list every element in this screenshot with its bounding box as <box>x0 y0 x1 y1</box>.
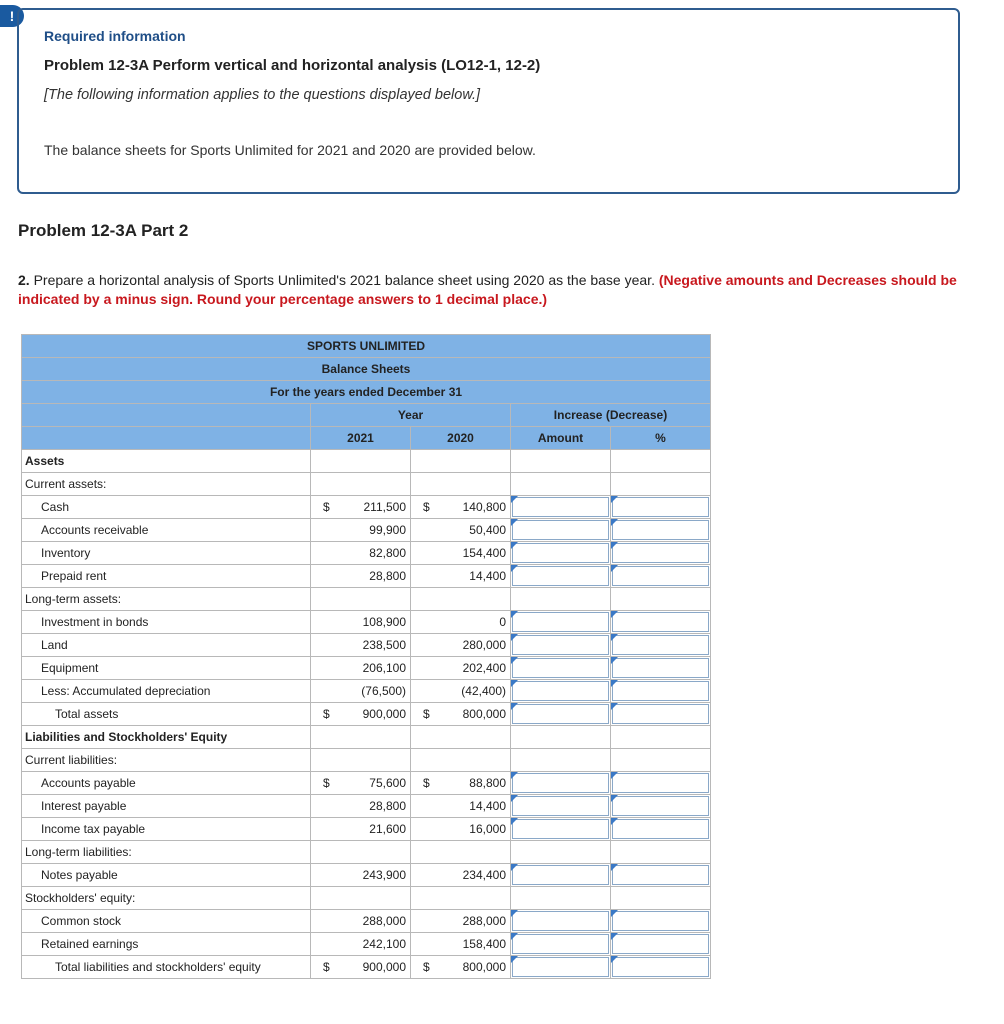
row-label: Interest payable <box>22 795 311 818</box>
percent-input[interactable] <box>612 819 709 839</box>
increase-amount-cell <box>511 496 611 519</box>
row-label: Assets <box>22 450 311 473</box>
value-2021 <box>311 473 411 496</box>
amount-value: 14,400 <box>469 569 506 583</box>
amount-value: 242,100 <box>362 937 406 951</box>
value-2020 <box>411 956 511 979</box>
value-2020 <box>411 496 511 519</box>
value-2020 <box>411 542 511 565</box>
percent-input[interactable] <box>612 566 709 586</box>
value-2020 <box>411 887 511 910</box>
amount-value: 280,000 <box>462 638 506 652</box>
amount-value: 21,600 <box>369 822 406 836</box>
amount-value: 82,800 <box>369 546 406 560</box>
percent-input[interactable] <box>612 543 709 563</box>
amount-value: 288,000 <box>362 914 406 928</box>
row-label: Accounts payable <box>22 772 311 795</box>
percent-input[interactable] <box>612 658 709 678</box>
percent-input[interactable] <box>612 911 709 931</box>
row-label: Total assets <box>22 703 311 726</box>
amount-value: 211,500 <box>363 500 406 514</box>
value-2021 <box>311 956 411 979</box>
input-flag-icon <box>611 657 618 664</box>
percent-input[interactable] <box>612 681 709 701</box>
input-flag-icon <box>511 818 518 825</box>
value-2021 <box>311 588 411 611</box>
increase-amount-cell <box>511 726 611 749</box>
value-2021 <box>311 496 411 519</box>
increase-percent-cell <box>611 473 711 496</box>
percent-input[interactable] <box>612 773 709 793</box>
col-amount-header: Amount <box>511 427 611 450</box>
increase-amount-cell <box>511 588 611 611</box>
amount-value: 158,400 <box>462 937 506 951</box>
input-flag-icon <box>511 634 518 641</box>
value-2020 <box>411 910 511 933</box>
increase-percent-cell <box>611 749 711 772</box>
row-label: Retained earnings <box>22 933 311 956</box>
increase-amount-cell <box>511 519 611 542</box>
increase-percent-cell <box>611 565 711 588</box>
value-2020 <box>411 473 511 496</box>
amount-value: 16,000 <box>469 822 506 836</box>
table-row <box>22 749 711 772</box>
input-flag-icon <box>511 519 518 526</box>
dollar-sign: $ <box>423 500 430 514</box>
value-2021 <box>311 565 411 588</box>
percent-input[interactable] <box>612 704 709 724</box>
increase-amount-cell <box>511 795 611 818</box>
increase-percent-cell <box>611 680 711 703</box>
increase-percent-cell <box>611 496 711 519</box>
table-row <box>22 726 711 749</box>
amount-input[interactable] <box>512 911 609 931</box>
input-flag-icon <box>611 703 618 710</box>
increase-percent-cell <box>611 726 711 749</box>
input-flag-icon <box>611 864 618 871</box>
dollar-sign: $ <box>323 707 330 721</box>
amount-value: 238,500 <box>362 638 406 652</box>
input-flag-icon <box>511 496 518 503</box>
percent-input[interactable] <box>612 497 709 517</box>
value-2021 <box>311 611 411 634</box>
row-label: Long-term liabilities: <box>22 841 311 864</box>
table-row <box>22 634 711 657</box>
value-2021 <box>311 864 411 887</box>
amount-value: 243,900 <box>362 868 406 882</box>
col-percent-header: % <box>611 427 711 450</box>
dollar-sign: $ <box>423 960 430 974</box>
increase-amount-cell <box>511 542 611 565</box>
table-row <box>22 933 711 956</box>
value-2021 <box>311 634 411 657</box>
dollar-sign: $ <box>423 707 430 721</box>
dollar-sign: $ <box>323 776 330 790</box>
increase-amount-cell <box>511 910 611 933</box>
value-2020 <box>411 772 511 795</box>
value-2021 <box>311 542 411 565</box>
input-flag-icon <box>511 657 518 664</box>
amount-value: 154,400 <box>462 546 506 560</box>
value-2020 <box>411 611 511 634</box>
amount-value: 140,800 <box>462 500 506 514</box>
value-2020 <box>411 818 511 841</box>
input-flag-icon <box>611 795 618 802</box>
increase-percent-cell <box>611 634 711 657</box>
percent-input[interactable] <box>612 957 709 977</box>
row-label: Accounts receivable <box>22 519 311 542</box>
row-label: Current assets: <box>22 473 311 496</box>
amount-input[interactable] <box>512 957 609 977</box>
company-name: SPORTS UNLIMITED <box>22 335 711 358</box>
header-blank <box>22 404 311 427</box>
value-2021 <box>311 795 411 818</box>
input-flag-icon <box>611 910 618 917</box>
increase-percent-cell <box>611 864 711 887</box>
value-2021 <box>311 818 411 841</box>
increase-percent-cell <box>611 703 711 726</box>
amount-value: 202,400 <box>462 661 506 675</box>
percent-input[interactable] <box>612 520 709 540</box>
amount-input[interactable] <box>512 543 609 563</box>
input-flag-icon <box>611 772 618 779</box>
value-2020 <box>411 450 511 473</box>
input-flag-icon <box>511 680 518 687</box>
increase-percent-cell <box>611 657 711 680</box>
value-2021 <box>311 841 411 864</box>
percent-input[interactable] <box>612 612 709 632</box>
increase-amount-cell <box>511 887 611 910</box>
table-row <box>22 473 711 496</box>
amount-value: 900,000 <box>362 707 406 721</box>
table-row <box>22 841 711 864</box>
row-label: Stockholders' equity: <box>22 887 311 910</box>
table-row <box>22 703 711 726</box>
increase-amount-cell <box>511 749 611 772</box>
header-blank <box>22 427 311 450</box>
amount-value: 800,000 <box>462 707 506 721</box>
row-label: Liabilities and Stockholders' Equity <box>22 726 311 749</box>
value-2020 <box>411 588 511 611</box>
input-flag-icon <box>511 611 518 618</box>
increase-amount-cell <box>511 565 611 588</box>
amount-input[interactable] <box>512 819 609 839</box>
amount-input[interactable] <box>512 681 609 701</box>
part-title: Problem 12-3A Part 2 <box>18 221 189 240</box>
value-2020 <box>411 680 511 703</box>
increase-amount-cell <box>511 634 611 657</box>
row-label: Income tax payable <box>22 818 311 841</box>
amount-value: 800,000 <box>462 960 506 974</box>
amount-value: 900,000 <box>362 960 406 974</box>
increase-amount-cell <box>511 703 611 726</box>
increase-percent-cell <box>611 611 711 634</box>
amount-input[interactable] <box>512 658 609 678</box>
amount-input[interactable] <box>512 796 609 816</box>
table-row <box>22 519 711 542</box>
input-flag-icon <box>611 818 618 825</box>
increase-percent-cell <box>611 956 711 979</box>
table-row <box>22 588 711 611</box>
statement-period: For the years ended December 31 <box>22 381 711 404</box>
value-2021 <box>311 680 411 703</box>
amount-input[interactable] <box>512 566 609 586</box>
input-flag-icon <box>611 956 618 963</box>
row-label: Current liabilities: <box>22 749 311 772</box>
table-row <box>22 818 711 841</box>
increase-amount-cell <box>511 864 611 887</box>
increase-percent-cell <box>611 772 711 795</box>
amount-value: 108,900 <box>362 615 406 629</box>
increase-amount-cell <box>511 772 611 795</box>
percent-input[interactable] <box>612 796 709 816</box>
input-flag-icon <box>611 542 618 549</box>
increase-amount-cell <box>511 841 611 864</box>
problem-title: Problem 12-3A Perform vertical and horizontal analysis (LO12-1, 12-2) <box>44 57 541 74</box>
input-flag-icon <box>611 519 618 526</box>
instruction-number: 2. <box>18 272 30 288</box>
table-row <box>22 565 711 588</box>
table-row <box>22 864 711 887</box>
value-2020 <box>411 726 511 749</box>
amount-value: 50,400 <box>469 523 506 537</box>
percent-input[interactable] <box>612 865 709 885</box>
amount-input[interactable] <box>512 497 609 517</box>
instruction-text: Prepare a horizontal analysis of Sports Unlimited's 2021 balance sheet using 2020 as the base year. <box>29 272 659 288</box>
table-row <box>22 956 711 979</box>
value-2021 <box>311 726 411 749</box>
value-2021 <box>311 519 411 542</box>
row-label: Inventory <box>22 542 311 565</box>
instructions <box>18 271 978 309</box>
amount-input[interactable] <box>512 773 609 793</box>
percent-input[interactable] <box>612 635 709 655</box>
amount-value: 28,800 <box>369 799 406 813</box>
value-2020 <box>411 519 511 542</box>
row-label: Notes payable <box>22 864 311 887</box>
increase-amount-cell <box>511 611 611 634</box>
amount-input[interactable] <box>512 704 609 724</box>
input-flag-icon <box>511 910 518 917</box>
increase-amount-cell <box>511 818 611 841</box>
amount-input[interactable] <box>512 635 609 655</box>
value-2020 <box>411 795 511 818</box>
input-flag-icon <box>511 933 518 940</box>
row-label: Land <box>22 634 311 657</box>
col-2020-header: 2020 <box>411 427 511 450</box>
input-flag-icon <box>511 542 518 549</box>
amount-value: (42,400) <box>461 684 506 698</box>
input-flag-icon <box>611 611 618 618</box>
input-flag-icon <box>611 496 618 503</box>
increase-percent-cell <box>611 795 711 818</box>
input-flag-icon <box>511 795 518 802</box>
value-2021 <box>311 772 411 795</box>
increase-percent-cell <box>611 519 711 542</box>
dollar-sign: $ <box>323 960 330 974</box>
increase-amount-cell <box>511 933 611 956</box>
value-2021 <box>311 887 411 910</box>
amount-value: 28,800 <box>369 569 406 583</box>
value-2021 <box>311 749 411 772</box>
value-2021 <box>311 910 411 933</box>
amount-value: 206,100 <box>362 661 406 675</box>
table-row <box>22 910 711 933</box>
input-flag-icon <box>511 703 518 710</box>
problem-description: The balance sheets for Sports Unlimited for 2021 and 2020 are provided below. <box>44 142 536 158</box>
increase-decrease-header: Increase (Decrease) <box>511 404 711 427</box>
increase-percent-cell <box>611 542 711 565</box>
table-row <box>22 611 711 634</box>
value-2020 <box>411 864 511 887</box>
amount-value: 0 <box>499 615 506 629</box>
value-2020 <box>411 565 511 588</box>
value-2021 <box>311 657 411 680</box>
amount-input[interactable] <box>512 865 609 885</box>
amount-value: (76,500) <box>361 684 406 698</box>
value-2021 <box>311 933 411 956</box>
amount-value: 88,800 <box>469 776 506 790</box>
table-row <box>22 680 711 703</box>
col-2021-header: 2021 <box>311 427 411 450</box>
table-row <box>22 450 711 473</box>
percent-input[interactable] <box>612 934 709 954</box>
table-row <box>22 795 711 818</box>
input-flag-icon <box>611 634 618 641</box>
amount-value: 75,600 <box>369 776 406 790</box>
increase-amount-cell <box>511 657 611 680</box>
input-flag-icon <box>611 680 618 687</box>
problem-note: [The following information applies to the questions displayed below.] <box>44 87 481 103</box>
value-2020 <box>411 657 511 680</box>
required-info-label: Required information <box>44 28 186 44</box>
amount-value: 234,400 <box>462 868 506 882</box>
increase-percent-cell <box>611 910 711 933</box>
table-row <box>22 496 711 519</box>
table-row <box>22 542 711 565</box>
dollar-sign: $ <box>323 500 330 514</box>
increase-percent-cell <box>611 588 711 611</box>
amount-value: 14,400 <box>469 799 506 813</box>
table-row <box>22 657 711 680</box>
row-label: Less: Accumulated depreciation <box>22 680 311 703</box>
row-label: Total liabilities and stockholders' equity <box>22 956 311 979</box>
increase-amount-cell <box>511 450 611 473</box>
instruction-note: (Negative amounts and Decreases should be indicated by a minus sign. Round your percentage answers to 1 decimal place.) <box>18 272 957 307</box>
input-flag-icon <box>611 565 618 572</box>
row-label: Investment in bonds <box>22 611 311 634</box>
value-2020 <box>411 634 511 657</box>
dollar-sign: $ <box>423 776 430 790</box>
amount-value: 99,900 <box>369 523 406 537</box>
statement-name: Balance Sheets <box>22 358 711 381</box>
input-flag-icon <box>511 956 518 963</box>
increase-percent-cell <box>611 841 711 864</box>
increase-percent-cell <box>611 933 711 956</box>
amount-input[interactable] <box>512 520 609 540</box>
input-flag-icon <box>511 772 518 779</box>
value-2020 <box>411 749 511 772</box>
increase-amount-cell <box>511 956 611 979</box>
table-row <box>22 887 711 910</box>
row-label: Equipment <box>22 657 311 680</box>
value-2020 <box>411 703 511 726</box>
increase-percent-cell <box>611 450 711 473</box>
value-2021 <box>311 450 411 473</box>
amount-value: 288,000 <box>462 914 506 928</box>
row-label: Long-term assets: <box>22 588 311 611</box>
increase-amount-cell <box>511 680 611 703</box>
amount-input[interactable] <box>512 612 609 632</box>
row-label: Prepaid rent <box>22 565 311 588</box>
input-flag-icon <box>611 933 618 940</box>
increase-amount-cell <box>511 473 611 496</box>
input-flag-icon <box>511 864 518 871</box>
row-label: Cash <box>22 496 311 519</box>
increase-percent-cell <box>611 887 711 910</box>
value-2021 <box>311 703 411 726</box>
value-2020 <box>411 841 511 864</box>
amount-input[interactable] <box>512 934 609 954</box>
value-2020 <box>411 933 511 956</box>
increase-percent-cell <box>611 818 711 841</box>
input-flag-icon <box>511 565 518 572</box>
row-label: Common stock <box>22 910 311 933</box>
year-header: Year <box>311 404 511 427</box>
table-row <box>22 772 711 795</box>
alert-icon: ! <box>0 5 24 27</box>
balance-sheet-table <box>21 334 711 979</box>
